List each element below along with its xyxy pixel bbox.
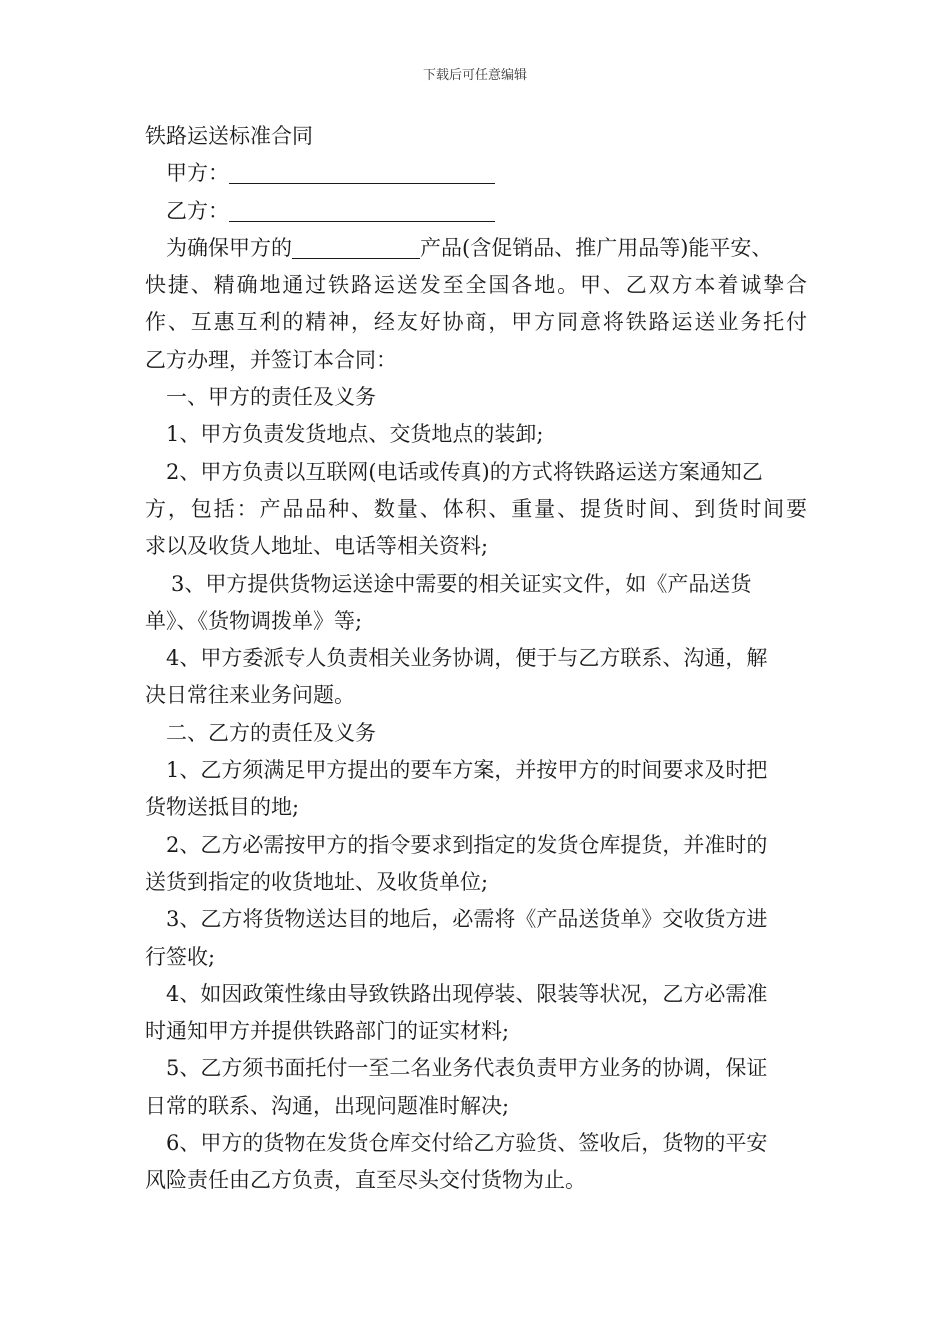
section-heading: 二、乙方的责任及义务 bbox=[166, 720, 376, 745]
intro-line-1 bbox=[145, 230, 807, 267]
clause-text: 6、甲方的货物在发货仓库交付给乙方验货、签收后，货物的平安 bbox=[166, 1131, 768, 1156]
product-blank bbox=[292, 236, 420, 259]
party-b-blank bbox=[229, 199, 495, 222]
intro-text: 产品(含促销品、推广用品等)能平安、 bbox=[420, 235, 773, 260]
contract-body bbox=[145, 118, 807, 1200]
section-heading: 一、甲方的责任及义务 bbox=[166, 385, 376, 410]
clause-text: 1、甲方负责发货地点、交货地点的装卸; bbox=[166, 422, 544, 447]
clause-text: 时通知甲方并提供铁路部门的证实材料; bbox=[145, 1019, 510, 1044]
intro-line-4: 乙方办理，并签订本合同： bbox=[145, 347, 397, 372]
party-a-label: 甲方： bbox=[166, 161, 229, 186]
clause-text: 3、甲方提供货物运送途中需要的相关证实文件，如《产品送货 bbox=[171, 571, 752, 596]
clause-text: 2、甲方负责以互联网(电话或传真)的方式将铁路运送方案通知乙 bbox=[166, 459, 763, 484]
intro-line-3: 作、互惠互利的精神，经友好协商，甲方同意将铁路运送业务托付 bbox=[145, 310, 807, 335]
clause-text: 求以及收货人地址、电话等相关资料; bbox=[145, 534, 489, 559]
intro-line-2: 快捷、精确地通过铁路运送发至全国各地。甲、乙双方本着诚挚合 bbox=[145, 273, 807, 298]
party-a-line bbox=[145, 155, 807, 192]
clause-text: 方，包括：产品品种、数量、体积、重量、提货时间、到货时间要 bbox=[145, 496, 807, 521]
intro-text: 为确保甲方的 bbox=[166, 235, 292, 260]
clause-text: 送货到指定的收货地址、及收货单位; bbox=[145, 869, 489, 894]
party-a-blank bbox=[229, 161, 495, 184]
clause-text: 货物送抵目的地; bbox=[145, 795, 300, 820]
page-header: 下载后可任意编辑 bbox=[422, 68, 527, 83]
clause-text: 风险责任由乙方负责，直至尽头交付货物为止。 bbox=[145, 1168, 586, 1193]
clause-text: 3、乙方将货物送达目的地后，必需将《产品送货单》交收货方进 bbox=[166, 907, 768, 932]
clause-text: 2、乙方必需按甲方的指令要求到指定的发货仓库提货，并准时的 bbox=[166, 832, 768, 857]
clause-text: 单》、《货物调拨单》等; bbox=[145, 608, 363, 633]
clause-text: 5、乙方须书面托付一至二名业务代表负责甲方业务的协调，保证 bbox=[166, 1056, 768, 1081]
clause-text: 4、甲方委派专人负责相关业务协调，便于与乙方联系、沟通，解 bbox=[166, 646, 768, 671]
party-b-label: 乙方： bbox=[166, 198, 229, 223]
contract-title: 铁路运送标准合同 bbox=[145, 124, 313, 148]
clause-text: 决日常往来业务问题。 bbox=[145, 683, 355, 708]
clause-text: 1、乙方须满足甲方提出的要车方案，并按甲方的时间要求及时把 bbox=[166, 758, 768, 783]
party-b-line bbox=[145, 193, 807, 230]
clause-text: 行签收; bbox=[145, 944, 216, 969]
clause-text: 日常的联系、沟通，出现问题准时解决; bbox=[145, 1093, 510, 1118]
clause-text: 4、如因政策性缘由导致铁路出现停装、限装等状况，乙方必需准 bbox=[166, 981, 768, 1006]
